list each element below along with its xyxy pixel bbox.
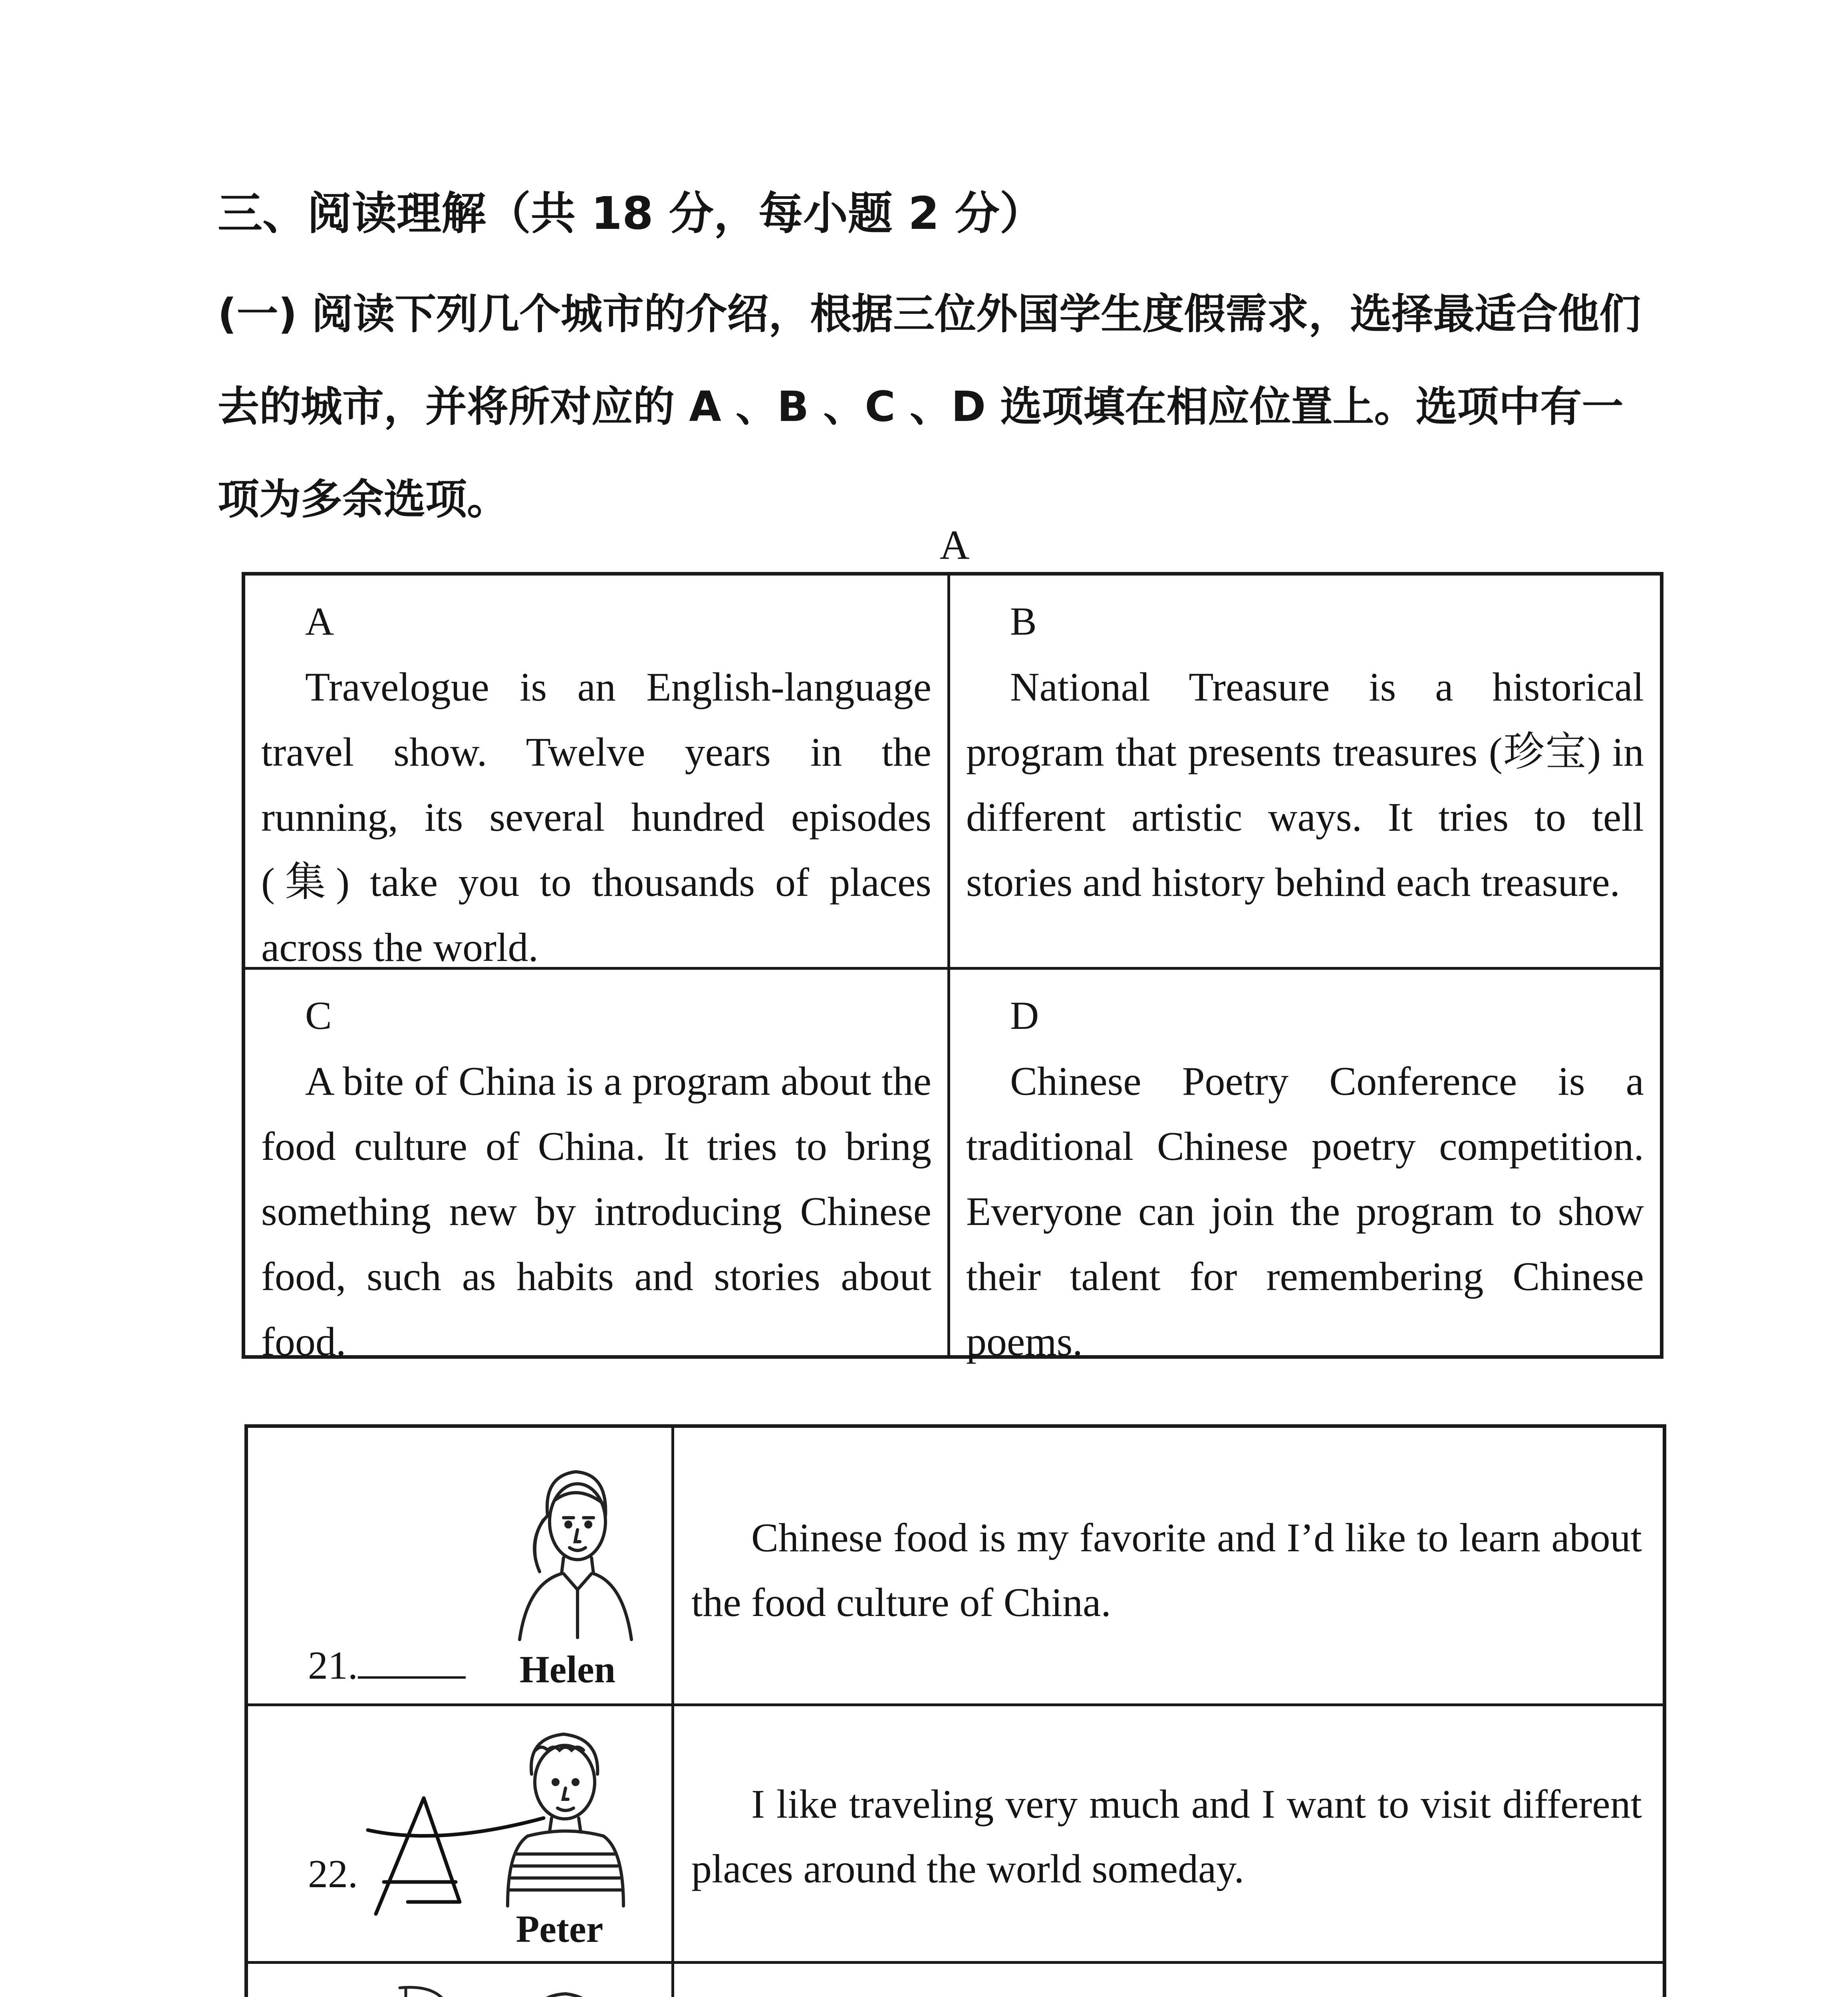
passage-text: National Treasure is a historical program that presents treasures (珍宝) in different artistic ways. It tries to tell stories and history behind each treasure.	[966, 665, 1644, 905]
passage-label: A	[939, 522, 970, 568]
question-number-text: 21.	[308, 1643, 358, 1687]
section-heading: 三、阅读理解（共 18 分，每小题 2 分）	[218, 188, 1044, 240]
question-row-22	[248, 1706, 1663, 1961]
passage-text: A bite of China is a program about the food culture of China. It tries to bring something new by introducing Chinese food, such as habits and stories about food.	[261, 1059, 931, 1364]
passage-text: Chinese Poetry Conference is a traditional Chinese poetry competition. Everyone can join the program to show their talent for remembering Chinese poems.	[966, 1059, 1644, 1364]
question-number	[308, 1848, 358, 1900]
passage-letter: B	[1010, 599, 1037, 643]
passage-cell-b	[950, 576, 1660, 967]
student-name: Helen	[520, 1648, 615, 1691]
passage-cell-a	[245, 576, 947, 970]
passage-cell-c	[245, 970, 947, 1364]
passage-cell-d	[950, 970, 1660, 1364]
student-quote: Chinese food is my favorite and I’d like to learn about the food culture of China.	[691, 1515, 1642, 1625]
question-row-23	[248, 1964, 1663, 1997]
passages-table	[242, 572, 1663, 1364]
section-instructions: (一) 阅读下列几个城市的介绍，根据三位外国学生度假需求，选择最适合他们去的城市，并将所对应的 A 、B 、C 、D 选项填在相应位置上。选项中有一项为多余选项。	[218, 290, 1641, 524]
student-quote: I like traveling very much and I want to visit different places around the world someday.	[691, 1782, 1642, 1892]
peter-illustration	[492, 1722, 635, 1910]
helen-illustration	[504, 1452, 639, 1644]
passage-letter: D	[1010, 993, 1039, 1038]
question-number	[308, 1640, 466, 1691]
question-number-text: 22.	[308, 1852, 358, 1896]
question-row-21	[248, 1428, 1663, 1703]
matching-row-divider	[248, 1703, 1663, 1706]
student-cell	[248, 1964, 671, 1997]
passage-letter: C	[305, 993, 332, 1038]
passage-letter: A	[305, 599, 334, 643]
mark-illustration	[492, 1984, 635, 1997]
student-cell	[248, 1428, 671, 1703]
student-cell	[248, 1706, 671, 1961]
matching-row-divider	[248, 1961, 1663, 1964]
passage-text: Travelogue is an English-language travel show. Twelve years in the running, its several hundred episodes (集) take you to thousands of places across the world.	[261, 665, 931, 970]
handwritten-answer-d	[390, 1976, 470, 1997]
student-name: Peter	[516, 1908, 603, 1950]
answer-blank[interactable]	[358, 1648, 466, 1679]
passages-column-divider	[947, 576, 950, 1355]
matching-table	[244, 1424, 1666, 1997]
